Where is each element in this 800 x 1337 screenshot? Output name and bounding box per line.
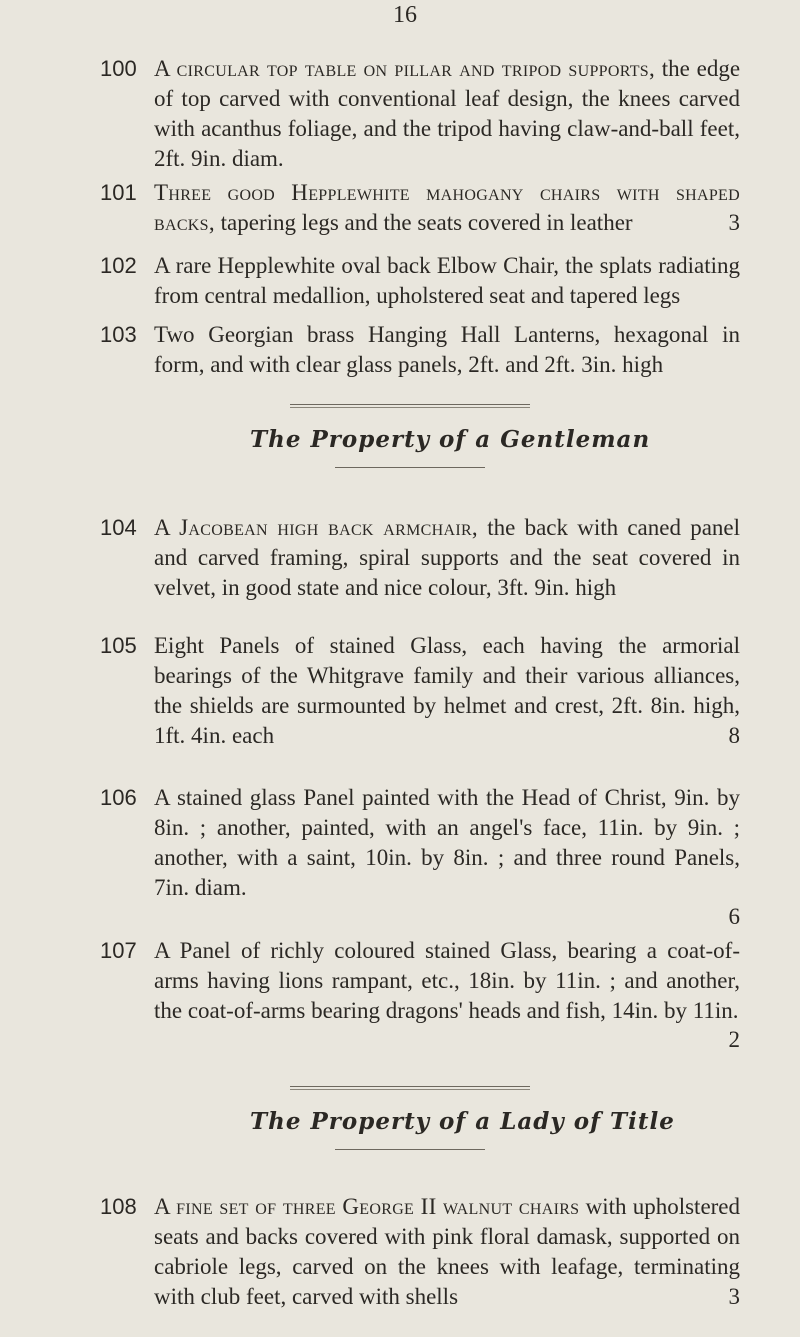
lot-text: with upholstered seats and backs covered with pink floral damask, supported on cabriole legs, carved on the knees with leafage, terminating with club feet, carved with shells [154,1194,741,1309]
lot-text: the edge of top carved with conventional leaf design, the knees carved with acanthus foliage, and the tripod having claw-and-ball feet, 2ft. 9in. diam. [154,56,741,171]
lot-number: 105 [100,633,137,658]
lot-entry [100,936,740,1054]
lot-description [154,320,740,380]
lot-number: 100 [100,56,137,81]
lot-number: 104 [100,515,137,540]
lot-entry [100,783,740,931]
lot-entry [100,178,740,238]
section-title: The Property of a Gentleman [250,426,651,453]
lot-text: A rare Hepplewhite oval back Elbow Chair, the splats radiating from central medallion, upholstered seat and tapered legs [154,253,740,308]
lot-text: the back with caned panel and carved framing, spiral supports and the seat covered in velvet, in good state and nice colour, 3ft. 9in. high [154,515,741,600]
lot-quantity: 3 [728,210,740,235]
lot-description [154,178,740,238]
lot-quantity: 8 [728,723,740,748]
lot-text: Two Georgian brass Hanging Hall Lanterns, hexagonal in form, and with clear glass panels, 2ft. and 2ft. 3in. high [154,322,740,377]
lot-number: 101 [100,180,137,205]
lot-description [154,936,740,1054]
lot-entry [100,631,740,751]
lot-number: 106 [100,785,137,810]
lot-description [154,251,740,311]
lot-lead: A fine set of three George II walnut chairs [154,1194,580,1219]
lot-number: 108 [100,1194,137,1219]
lot-description [154,783,740,931]
lot-entry [100,54,740,174]
lot-entry [100,320,740,380]
lot-description [154,513,740,603]
lot-description [154,631,740,751]
lot-quantity: 2 [728,1027,740,1052]
lot-entry [100,513,740,603]
lot-lead: Three good Hepplewhite mahogany chairs with shaped backs, [154,180,740,235]
section-heading [250,404,651,468]
lot-text: tapering legs and the seats covered in leather [220,210,633,235]
lot-text: Eight Panels of stained Glass, each having the armorial bearings of the Whitgrave family and their various alliances, the shields are surmounted by helmet and crest, 2ft. 8in. high, 1ft. 4in. each [154,633,740,748]
lot-text: A stained glass Panel painted with the Head of Christ, 9in. by 8in. ; another, painted, with an angel's face, 11in. by 9in. ; another, with a saint, 10in. by 8in. ; and three round Panels, 7in. diam. [154,785,740,900]
section-heading [250,1086,675,1150]
lot-description [154,54,740,174]
lot-quantity: 6 [728,904,740,929]
page-number: 16 [393,2,417,28]
lot-description [154,1192,740,1312]
lot-text: A Panel of richly coloured stained Glass, bearing a coat-of-arms having lions rampant, etc., 18in. by 11in. ; and another, the coat-of-arms bearing dragons' heads and fish, 14in. by 11in. [154,938,740,1023]
lot-number: 102 [100,253,137,278]
section-title: The Property of a Lady of Title [250,1108,675,1135]
section-rule [290,1086,530,1090]
section-rule [335,1149,485,1150]
lot-entry [100,251,740,311]
lot-quantity: 3 [728,1284,740,1309]
lot-lead: A circular top table on pillar and tripod supports, [154,56,656,81]
lot-number: 107 [100,938,137,963]
section-rule [290,404,530,408]
lot-number: 103 [100,322,137,347]
lot-lead: A Jacobean high back armchair, [154,515,478,540]
section-rule [335,467,485,468]
lot-entry [100,1192,740,1312]
